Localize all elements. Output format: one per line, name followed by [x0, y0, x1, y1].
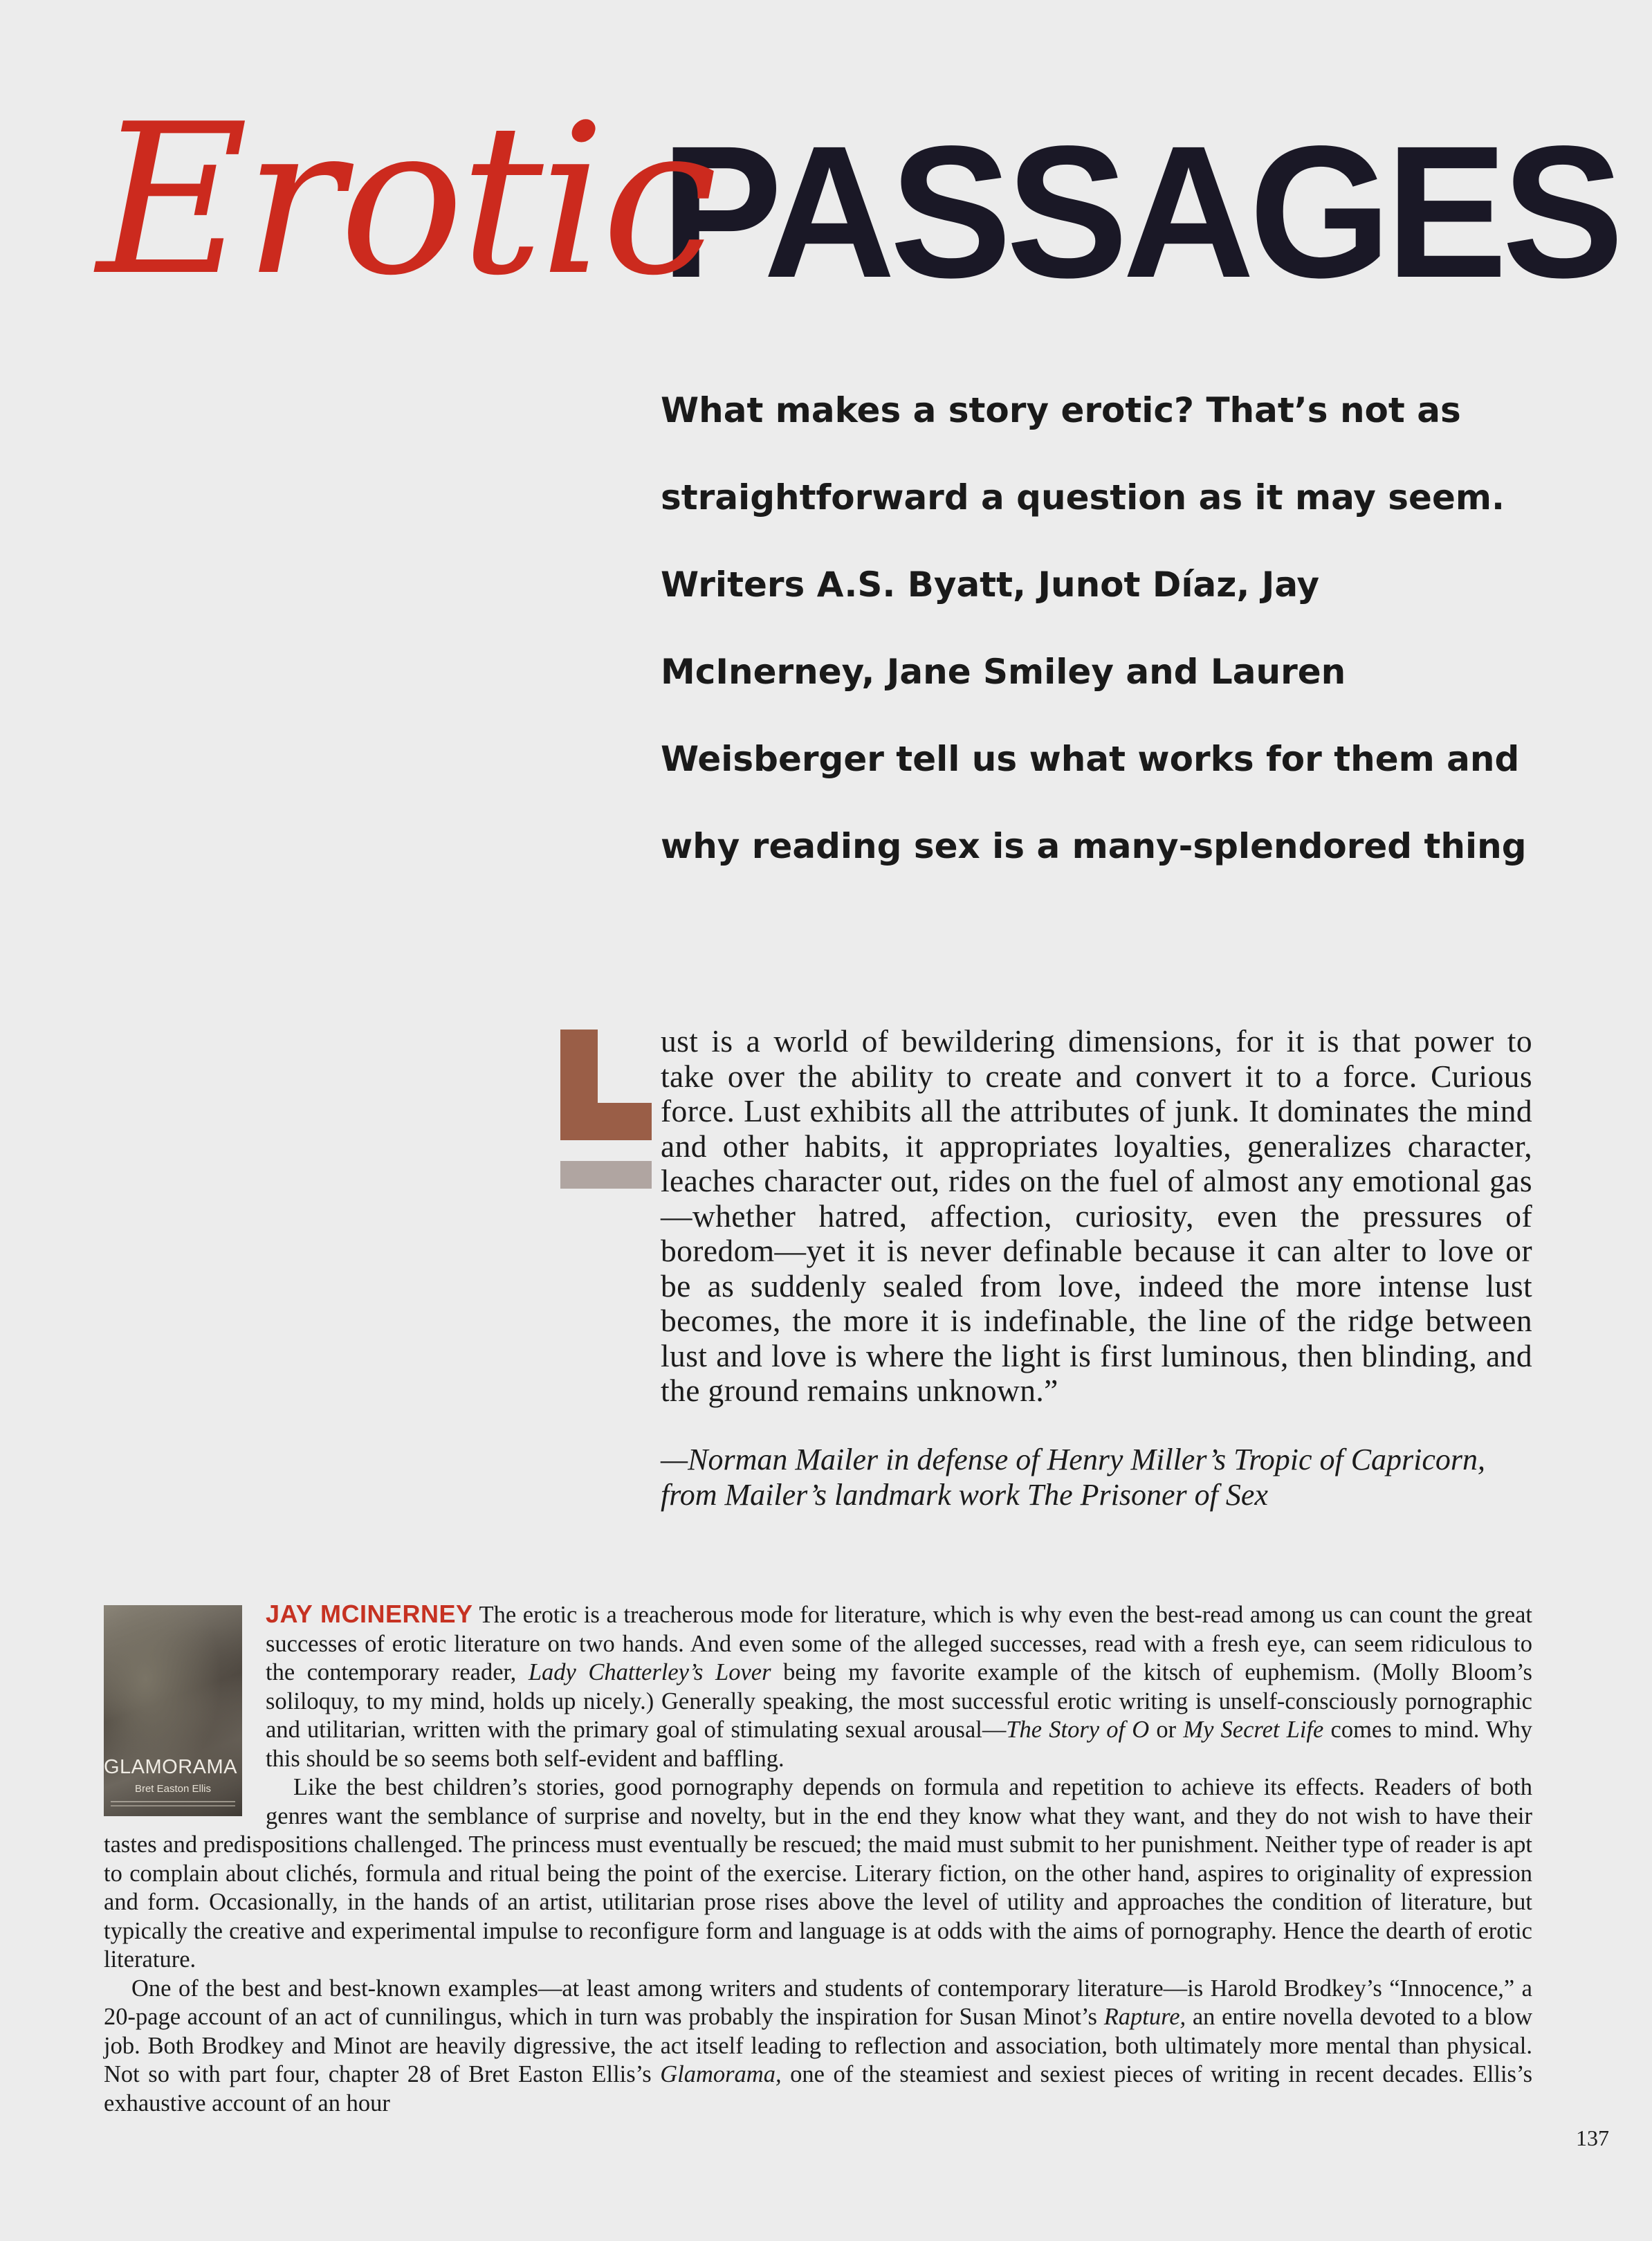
text-run: being my favorite example of the kitsch of euphemism. (Molly Bloom’s soliloquy, to my mind, holds up nicely.) Generally speaking, the most successful erotic writing is unself-consciously pornographic and utilitarian, written with the primary goal of stimulating sexual arousal— — [266, 1659, 1532, 1743]
epigraph-attribution — [661, 1443, 1532, 1512]
text-run: comes to mind. Why this should be so seems both self-evident and baffling. — [266, 1717, 1532, 1772]
book-title-ref: Glamorama, — [660, 2061, 782, 2087]
text-run: an entire novella devoted to a blow job. Both Brodkey and Minot are heavily digressive, the act itself leading to reflection and association, both ultimately more mental than physical. Not so with part four, chapter 28 of Bret Easton Ellis’s — [104, 2004, 1532, 2087]
article-paragraph — [104, 1600, 1532, 1773]
book-cover-author: Bret Easton Ellis — [134, 1783, 212, 1795]
article-body — [104, 1600, 1532, 2118]
deck-subheading: What makes a story erotic? That’s not as straightforward a question as it may seem. Writers A.S. Byatt, Junot Díaz, Jay McInerney, Jane Smiley and Lauren Weisberger tell us what works for them and why reading sex is a many-splendored thing — [661, 390, 1527, 866]
headline-script-word: Erotic — [97, 80, 714, 321]
epigraph-attribution-line: from Mailer’s landmark work The Prisoner of Sex — [661, 1477, 1268, 1512]
epigraph-quote: ust is a world of bewildering dimensions, for it is that power to take over the ability to create and convert it to a force. Curious force. Lust exhibits all the attributes of junk. It dominates the mind and other habits, it appropriates loyalties, generalizes character, leaches character out, rides on the fuel of almost any emotional gas—whether hatred, affection, curiosity, even the pressures of boredom—yet it is never definable because it can alter to love or be as suddenly sealed from love, indeed the more intense lust becomes, the more it is indefinable, the line of the ridge between lust and love is where the light is first luminous, then blinding, and the ground remains unknown.” — [661, 1023, 1532, 1408]
article-paragraph: Like the best children’s stories, good pornography depends on formula and repetition to achieve its effects. Readers of both genres want the semblance of surprise and novelty, but in the end they know what they want, and they do not wish to have their tastes and predispositions challenged. The princess must eventually be rescued; the maid must submit to her punishment. Neither type of reader is apt to complain about clichés, formula and ritual being the point of the exercise. Literary fiction, on the other hand, aspires to originality of expression and form. Occasionally, in the hands of an artist, utilitarian prose rises above the level of utility and approaches the condition of literature, but typically the creative and experimental impulse to reconfigure form and language is at odds with the aims of pornography. Hence the dearth of erotic literature. — [104, 1774, 1532, 1973]
book-cover-blurb — [111, 1801, 235, 1806]
headline-bold-word: PASSAGES — [661, 107, 1619, 317]
headline — [97, 80, 1619, 346]
book-title-ref: The Story of O — [1006, 1717, 1150, 1743]
text-run: The erotic is a treacherous mode for literature, which is why even the best-read among us can count the great successes of erotic literature on two hands. And even some of the alleged successes, read with a fresh eye, can seem ridiculous to the contemporary reader, — [266, 1602, 1532, 1685]
page-number: 137 — [1576, 2125, 1609, 2150]
author-byline: JAY MCINERNEY — [266, 1600, 473, 1628]
drop-cap-l — [560, 1030, 652, 1192]
text-run: One of the best and best-known examples—at least among writers and students of contemporary literature—is Harold Brodkey’s “Innocence,” a 20-page account of an act of cunnilingus, which in turn was probably the inspiration for Susan Minot’s — [104, 1975, 1532, 2030]
book-title-ref: My Secret Life — [1183, 1717, 1324, 1743]
text-run: or — [1149, 1717, 1184, 1743]
book-cover-title: GLAMORAMA — [104, 1756, 238, 1778]
book-title-ref: Rapture, — [1103, 2004, 1186, 2030]
epigraph-attribution-line: —Norman Mailer in defense of Henry Miller’s Tropic of Capricorn, — [661, 1443, 1486, 1476]
book-cover-image — [104, 1605, 242, 1816]
article-paragraph — [104, 1975, 1532, 2119]
text-run: one of the steamiest and sexiest pieces of writing in recent decades. Ellis’s exhaustive account of an hour — [104, 2061, 1532, 2116]
book-title-ref: Lady Chatterley’s Lover — [528, 1659, 771, 1685]
